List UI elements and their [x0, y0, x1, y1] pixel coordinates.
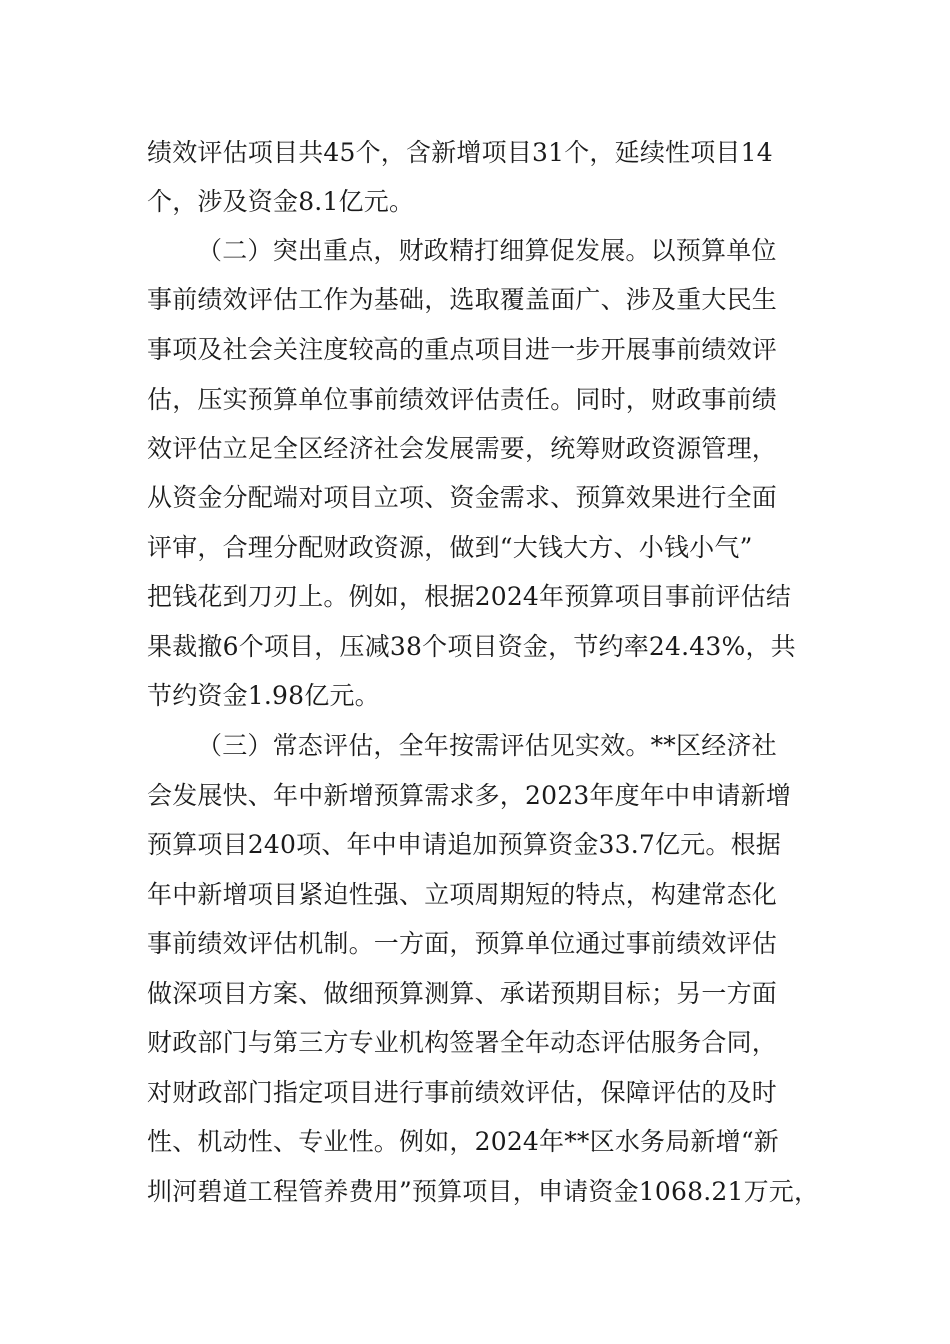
text-line: 绩效评估项目共45个，含新增项目31个，延续性项目14 [147, 138, 773, 167]
text-line: 果裁撤6个项目，压减38个项目资金，节约率24.43%，共 [147, 632, 796, 661]
text-line: 评审，合理分配财政资源，做到“大钱大方、小钱小气” [147, 533, 753, 562]
text-line: 节约资金1.98亿元。 [147, 681, 380, 710]
text-line: 事前绩效评估工作为基础，选取覆盖面广、涉及重大民生 [147, 285, 778, 314]
text-line: 财政部门与第三方专业机构签署全年动态评估服务合同， [147, 1028, 778, 1057]
text-line: 效评估立足全区经济社会发展需要，统筹财政资源管理， [147, 434, 778, 463]
text-line: 会发展快、年中新增预算需求多，2023年度年中申请新增 [147, 781, 792, 810]
text-line: 圳河碧道工程管养费用”预算项目，申请资金1068.21万元， [147, 1177, 820, 1206]
text-line: 性、机动性、专业性。例如，2024年**区水务局新增“新 [147, 1127, 780, 1156]
text-line: 年中新增项目紧迫性强、立项周期短的特点，构建常态化 [147, 880, 778, 909]
text-line: 对财政部门指定项目进行事前绩效评估，保障评估的及时 [147, 1078, 778, 1107]
text-line: 估，压实预算单位事前绩效评估责任。同时，财政事前绩 [147, 385, 778, 414]
text-line: 个，涉及资金8.1亿元。 [147, 187, 415, 216]
paragraph-heading-3: （三）常态评估，全年按需评估见实效。**区经济社 [197, 731, 777, 760]
text-line: 预算项目240项、年中申请追加预算资金33.7亿元。根据 [147, 830, 781, 859]
text-line: 做深项目方案、做细预算测算、承诺预期目标；另一方面 [147, 979, 778, 1008]
text-line: 从资金分配端对项目立项、资金需求、预算效果进行全面 [147, 483, 778, 512]
text-line: 把钱花到刀刃上。例如，根据2024年预算项目事前评估结 [147, 582, 792, 611]
text-line: 事项及社会关注度较高的重点项目进一步开展事前绩效评 [147, 335, 778, 364]
paragraph-heading-2: （二）突出重点，财政精打细算促发展。以预算单位 [197, 236, 777, 265]
text-line: 事前绩效评估机制。一方面，预算单位通过事前绩效评估 [147, 929, 778, 958]
